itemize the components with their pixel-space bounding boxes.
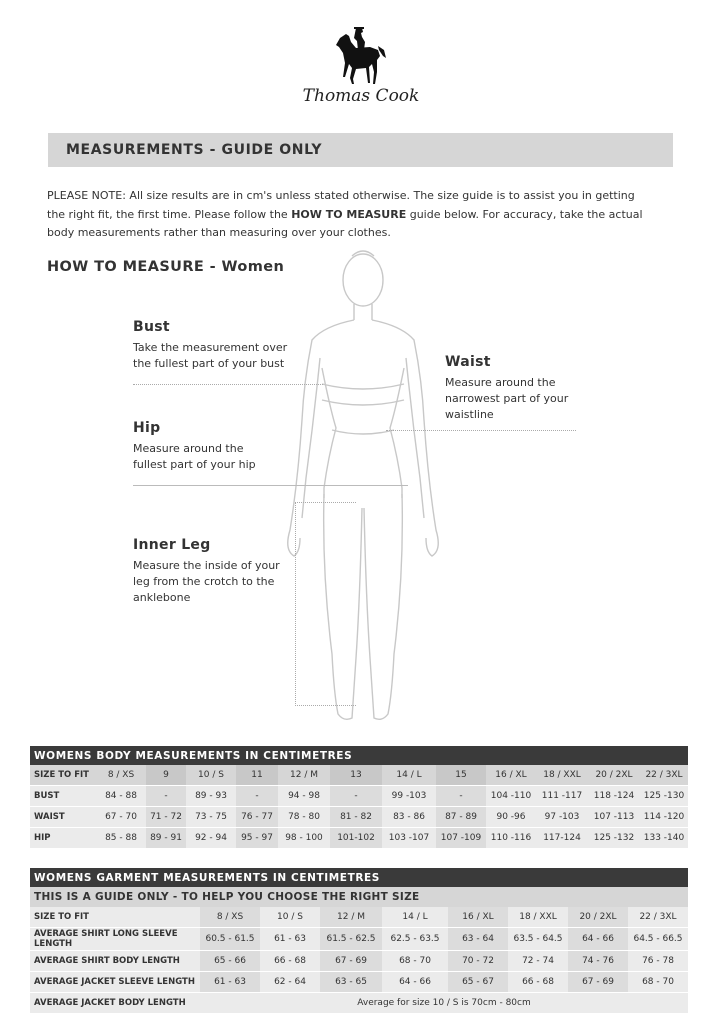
table-row xyxy=(30,786,688,807)
table-cell: 76 - 78 xyxy=(628,951,688,972)
bust-guide-line xyxy=(133,384,323,385)
body-table-title: WOMENS BODY MEASUREMENTS IN CENTIMETRES xyxy=(30,746,688,765)
column-header: 14 / L xyxy=(382,907,448,928)
table-cell: 125 -132 xyxy=(588,828,640,849)
size-note xyxy=(47,187,647,243)
column-header: 10 / S xyxy=(260,907,320,928)
table-cell: 64 - 66 xyxy=(382,972,448,993)
row-header: BUST xyxy=(30,786,96,807)
table-cell: 73 - 75 xyxy=(186,807,236,828)
table-cell: 107 -113 xyxy=(588,807,640,828)
table-cell: 114 -120 xyxy=(640,807,688,828)
bust-label: Bust xyxy=(133,319,170,335)
table-cell: 125 -130 xyxy=(640,786,688,807)
waist-description: Measure around the narrowest part of your waistline xyxy=(445,376,569,421)
table-cell: 81 - 82 xyxy=(330,807,382,828)
table-cell: 89 - 93 xyxy=(186,786,236,807)
garment-table-title: WOMENS GARMENT MEASUREMENTS IN CENTIMETRES xyxy=(30,868,688,887)
column-header: 12 / M xyxy=(278,765,330,786)
table-cell: 62.5 - 63.5 xyxy=(382,928,448,951)
column-header: 16 / XL xyxy=(486,765,536,786)
row-header: WAIST xyxy=(30,807,96,828)
table-cell: 95 - 97 xyxy=(236,828,278,849)
table-cell: 74 - 76 xyxy=(568,951,628,972)
waist-label: Waist xyxy=(445,354,491,370)
hip-guide-line xyxy=(133,485,408,486)
table-cell: 67 - 69 xyxy=(320,951,382,972)
table-cell: 61 - 63 xyxy=(260,928,320,951)
inner-leg-label: Inner Leg xyxy=(133,537,211,553)
table-cell: 104 -110 xyxy=(486,786,536,807)
table-cell: 66 - 68 xyxy=(260,951,320,972)
table-cell: 67 - 69 xyxy=(568,972,628,993)
column-header: 8 / XS xyxy=(96,765,146,786)
table-cell: 133 -140 xyxy=(640,828,688,849)
brand-wordmark: Thomas Cook xyxy=(302,86,420,106)
column-header: 20 / 2XL xyxy=(588,765,640,786)
table-cell: 97 -103 xyxy=(536,807,588,828)
table-cell: 63 - 64 xyxy=(448,928,508,951)
table-header-row xyxy=(30,765,688,786)
table-cell: 85 - 88 xyxy=(96,828,146,849)
table-cell: 62 - 64 xyxy=(260,972,320,993)
table-cell: 92 - 94 xyxy=(186,828,236,849)
column-header: 22 / 3XL xyxy=(628,907,688,928)
table-cell: 90 -96 xyxy=(486,807,536,828)
garment-table-subtitle: THIS IS A GUIDE ONLY - TO HELP YOU CHOOSE THE RIGHT SIZE xyxy=(30,887,688,907)
table-cell: 61 - 63 xyxy=(200,972,260,993)
note-prefix: PLEASE NOTE: All size results are in cm's unless stated otherwise. The size guide is to assist you in getting the right fit, the first time. Please follow the xyxy=(47,189,635,221)
column-header: 18 / XXL xyxy=(508,907,568,928)
table-row xyxy=(30,828,688,849)
hip-description: Measure around the fullest part of your hip xyxy=(133,442,256,471)
note-emphasis: HOW TO MEASURE xyxy=(291,207,407,221)
table-cell: 103 -107 xyxy=(382,828,436,849)
table-cell: 70 - 72 xyxy=(448,951,508,972)
inner-leg-guide xyxy=(295,502,356,706)
table-cell: 71 - 72 xyxy=(146,807,186,828)
column-header: 14 / L xyxy=(382,765,436,786)
table-cell: 65 - 66 xyxy=(200,951,260,972)
column-header: 13 xyxy=(330,765,382,786)
table-cell: 61.5 - 62.5 xyxy=(320,928,382,951)
table-cell: 83 - 86 xyxy=(382,807,436,828)
row-header: AVERAGE SHIRT BODY LENGTH xyxy=(30,951,200,972)
table-cell: 76 - 77 xyxy=(236,807,278,828)
body-measurements-table xyxy=(30,746,688,849)
table-row xyxy=(30,993,688,1014)
column-header: 16 / XL xyxy=(448,907,508,928)
column-header: 9 xyxy=(146,765,186,786)
table-cell: 99 -103 xyxy=(382,786,436,807)
section-banner xyxy=(48,133,673,167)
table-cell: 65 - 67 xyxy=(448,972,508,993)
table-cell: 110 -116 xyxy=(486,828,536,849)
table-cell: 63.5 - 64.5 xyxy=(508,928,568,951)
column-header: 12 / M xyxy=(320,907,382,928)
column-header: 22 / 3XL xyxy=(640,765,688,786)
horse-rider-icon xyxy=(300,26,422,88)
column-header: 15 xyxy=(436,765,486,786)
table-cell: 107 -109 xyxy=(436,828,486,849)
table-cell: - xyxy=(436,786,486,807)
table-cell: 101-102 xyxy=(330,828,382,849)
table-cell: - xyxy=(236,786,278,807)
table-cell: 64.5 - 66.5 xyxy=(628,928,688,951)
bust-description: Take the measurement over the fullest part of your bust xyxy=(133,341,288,370)
table-cell: 66 - 68 xyxy=(508,972,568,993)
page-title: MEASUREMENTS - GUIDE ONLY xyxy=(66,142,323,158)
table-row xyxy=(30,972,688,993)
table-cell: 98 - 100 xyxy=(278,828,330,849)
column-header: 10 / S xyxy=(186,765,236,786)
column-header: 18 / XXL xyxy=(536,765,588,786)
row-header: HIP xyxy=(30,828,96,849)
table-cell: 68 - 70 xyxy=(628,972,688,993)
table-row xyxy=(30,928,688,951)
column-header: SIZE TO FIT xyxy=(30,765,96,786)
row-header: AVERAGE SHIRT LONG SLEEVE LENGTH xyxy=(30,928,200,951)
column-header: 8 / XS xyxy=(200,907,260,928)
inner-leg-description: Measure the inside of your leg from the crotch to the anklebone xyxy=(133,559,280,604)
table-cell: 64 - 66 xyxy=(568,928,628,951)
garment-measurements-table xyxy=(30,868,688,1014)
table-cell: - xyxy=(330,786,382,807)
how-to-heading: HOW TO MEASURE - Women xyxy=(47,259,285,275)
table-row xyxy=(30,951,688,972)
table-cell: 63 - 65 xyxy=(320,972,382,993)
column-header: 11 xyxy=(236,765,278,786)
table-cell: 118 -124 xyxy=(588,786,640,807)
table-cell: 117-124 xyxy=(536,828,588,849)
table-cell: 89 - 91 xyxy=(146,828,186,849)
table-cell: 67 - 70 xyxy=(96,807,146,828)
hip-label: Hip xyxy=(133,420,161,436)
waist-guide-line xyxy=(386,430,576,431)
row-header: AVERAGE JACKET BODY LENGTH xyxy=(30,993,200,1014)
table-cell: 94 - 98 xyxy=(278,786,330,807)
column-header: SIZE TO FIT xyxy=(30,907,200,928)
table-cell: 84 - 88 xyxy=(96,786,146,807)
table-cell: 87 - 89 xyxy=(436,807,486,828)
table-row xyxy=(30,807,688,828)
table-cell: 60.5 - 61.5 xyxy=(200,928,260,951)
column-header: 20 / 2XL xyxy=(568,907,628,928)
table-header-row xyxy=(30,907,688,928)
table-cell: 111 -117 xyxy=(536,786,588,807)
table-cell: Average for size 10 / S is 70cm - 80cm xyxy=(200,993,688,1014)
table-cell: 68 - 70 xyxy=(382,951,448,972)
table-cell: 78 - 80 xyxy=(278,807,330,828)
note-suffix: guide below. For accuracy, take the actual body measurements rather than measuring over your clothes. xyxy=(47,207,643,239)
table-cell: - xyxy=(146,786,186,807)
row-header: AVERAGE JACKET SLEEVE LENGTH xyxy=(30,972,200,993)
table-cell: 72 - 74 xyxy=(508,951,568,972)
